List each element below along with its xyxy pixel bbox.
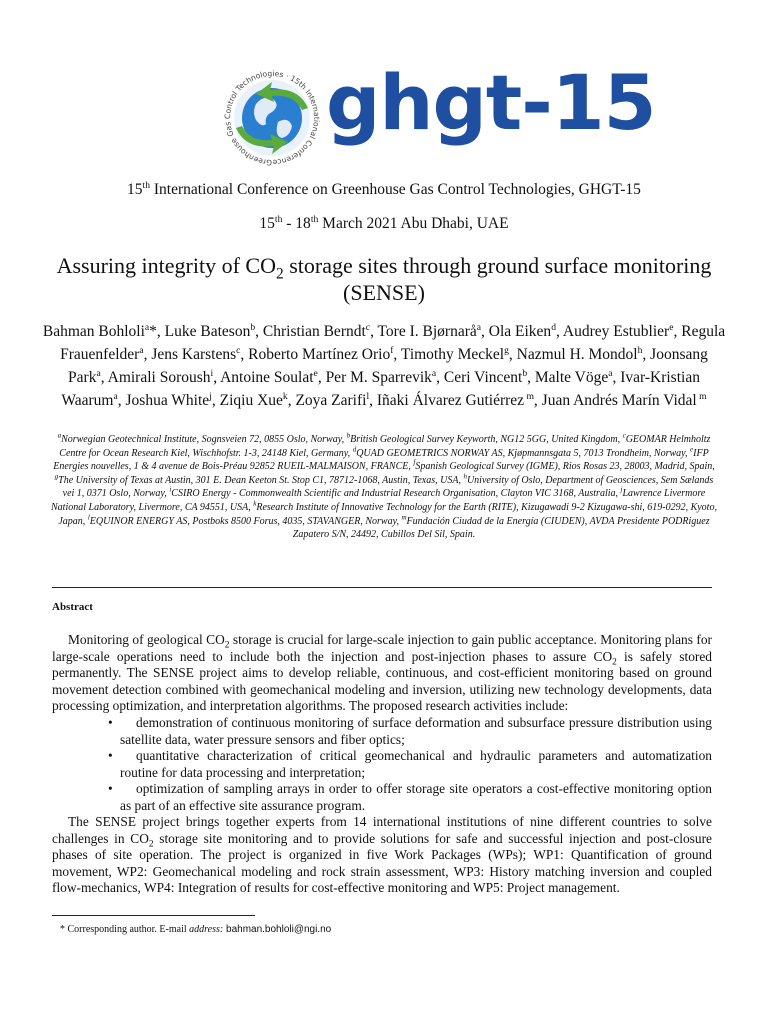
author-name: Juan Andrés Marín Vidal $^m$ — [541, 390, 707, 409]
conference-dates: 15th - 18th March 2021 Abu Dhabi, UAE — [259, 213, 509, 232]
svg-text:Greenhouse Gas Control Technol: Greenhouse Gas Control Technologies · 15th International Conference — [222, 68, 322, 168]
bullet-item: • optimization of sampling arrays in order to offer storage site operators a cost-effective monitoring option as part of an effective site assurance program. — [52, 781, 712, 814]
globe-emblem-icon — [216, 64, 328, 168]
affiliation-item: $^k$Research Institute of Innovative Technology for the Earth (RITE), Kizugawadi 9-2 Kizugawa-shi, 619-0292, Kyoto, Japan, — [58, 499, 717, 527]
author-name: Per M. Sparrevik$^a$, — [325, 367, 444, 386]
author-name: Joshua White$^j$, — [125, 390, 220, 409]
abstract-paragraph-2: The SENSE project brings together experts from 14 international institutions of nine different countries to solve challenges in $CO_2$ storage site monitoring and to provide solutions for safe and successful injection and post-closure phases of site operation. The project is organized in five Work Packages (WPs); WP1: Quantification of ground movement, WP2: Geomechanical modeling and rock strain assessment, WP3: History matching inversion and coupled flow-mechanics, WP4: Integration of results for cost-effective monitoring and WP5: Project management. — [52, 814, 712, 896]
affiliation-item: $^l$EQUINOR ENERGY AS, Postboks 8500 Forus, 4035, STAVANGER, Norway, — [87, 513, 402, 527]
author-name: Joonsang Park$^a$, — [68, 346, 708, 386]
affiliation-item: $^h$University of Oslo, Department of Geosciences, Sem Sælands vei 1, 0371 Oslo, Norway, — [62, 472, 714, 500]
affiliation-item: $^e$IFP Energies nouvelles, 1 & 4 avenue de Bois-Préau 92852 RUEIL-MALMAISON, FRANCE, — [53, 445, 709, 473]
affiliation-item: $^b$British Geological Survey Keyworth, NG12 5GG, United Kingdom, — [346, 431, 623, 445]
author-name: Ceri Vincent$^b$, — [443, 367, 535, 386]
affiliation-list — [50, 433, 718, 542]
affiliation-item: $^m$Fundación Ciudad de la Energía (CIUDEN), AVDA Presidente PODRiguez Zapatero S/N, 24492, Cubillos Del Sil, Spain. — [292, 513, 710, 541]
author-name: Audrey Estublier$^e$, — [562, 321, 682, 340]
ghgt-logo-wordmark: ghgt-15 — [326, 58, 656, 147]
author-name: Luke Bateson$^b$, — [164, 321, 263, 340]
affiliation-item: $^d$QUAD GEOMETRICS NORWAY AS, Kjøpmannsgata 5, 7013 Trondheim, Norway, — [352, 445, 691, 459]
bullet-icon: • — [108, 748, 113, 764]
section-divider — [52, 587, 712, 588]
author-list — [40, 320, 728, 412]
affiliation-item: $^j$Lawrence Livermore National Laboratory, Livermore, CA 94551, USA, — [51, 486, 706, 513]
footnote-divider — [52, 915, 255, 916]
author-email-link[interactable]: bahman.bohloli@ngi.no — [223, 924, 332, 935]
conference-line: 15th International Conference on Greenhouse Gas Control Technologies, GHGT-15 — [127, 179, 641, 198]
author-name: Jens Karstens$^c$, — [151, 344, 249, 363]
affiliation-item: $^g$The University of Texas at Austin, 301 E. Dean Keeton St. Stop C1, 78712-1068, Austin, Texas, USA, — [54, 472, 464, 486]
author-name: Regula Frauenfelder$^a$, — [60, 323, 726, 363]
author-name: Tore I. Bjørnarå$^a$, — [377, 321, 489, 340]
affiliation-item: $^f$Spanish Geological Survey (IGME), Rios Rosas 23, 28003, Madrid, Spain, — [413, 458, 715, 473]
bullet-icon: • — [108, 781, 113, 797]
affiliation-item: $^i$CSIRO Energy - Commonwealth Scientific and Industrial Research Organisation, Clayton VIC 3168, Australia, — [169, 486, 621, 500]
abstract-heading: Abstract — [52, 601, 93, 613]
bullet-icon: • — [108, 714, 113, 730]
author-name: Timothy Meckel$^g$, — [400, 344, 517, 363]
author-name: Ivar-Kristian Waarum$^a$, — [61, 369, 700, 409]
author-name: Malte Vöge$^a$, — [534, 367, 621, 386]
author-name: Christian Berndt$^c$, — [262, 321, 378, 340]
author-name: Nazmul H. Mondol$^h$, — [516, 344, 651, 363]
research-activities-list — [52, 715, 712, 815]
affiliation-item: $^a$Norwegian Geotechnical Institute, Sognsveien 72, 0855 Oslo, Norway, — [57, 431, 347, 445]
author-name: Roberto Martínez Orio$^f$, — [248, 344, 401, 363]
author-name: Iñaki Álvarez Gutiérrez $^m$, — [376, 390, 542, 409]
author-name: Antoine Soulat$^e$, — [220, 367, 326, 386]
author-name: Amirali Soroush$^i$, — [107, 367, 221, 386]
bullet-item: • quantitative characterization of critical geomechanical and hydraulic parameters and automatization routine for data processing and interpretation; — [52, 748, 712, 781]
bullet-item: • demonstration of continuous monitoring of surface deformation and subsurface pressure distribution using satellite data, water pressure sensors and fiber optics; — [52, 715, 712, 748]
author-name: Ola Eiken$^d$, — [488, 321, 563, 340]
author-name: Ziqiu Xue$^k$, — [219, 390, 296, 409]
footnote: * Corresponding author. E-mail address: bahman.bohloli@ngi.no — [60, 924, 332, 935]
paper-title: Assuring integrity of $CO_2$ storage sites through ground surface monitoring (SENSE) — [56, 253, 712, 305]
abstract-paragraph-1: Monitoring of geological $CO_2$ storage is crucial for large-scale injection to gain public acceptance. Monitoring plans for large-scale operations need to include both the injection and post-injection phases to assure $CO_2$ is safely stored permanently. The SENSE project aims to develop reliable, continuous, and cost-efficient monitoring based on ground movement detection combined with geomechanical modeling and inversion, utilizing new technology developments, data processing optimization, and interpretation algorithms. The proposed research activities include: • demonstration of continuous monitoring of surface deformation and subsurface pressure distribution using satellite data, water pressure sensors and fiber optics; • quantitative characterization of critical geomechanical and hydraulic parameters and automatization routine for data processing and interpretation; • optimization of sampling arrays in order to offer storage site operators a cost-effective monitoring option as part of an effective site assurance program. — [52, 632, 712, 813]
author-name: Bahman Bohloli$^a$*, — [42, 321, 165, 340]
affiliation-item: $^c$GEOMAR Helmholtz Centre for Ocean Research Kiel, Wischhofstr. 1-3, 24148 Kiel, Germany, — [59, 431, 711, 459]
author-name: Zoya Zarifi$^l$, — [295, 390, 377, 409]
